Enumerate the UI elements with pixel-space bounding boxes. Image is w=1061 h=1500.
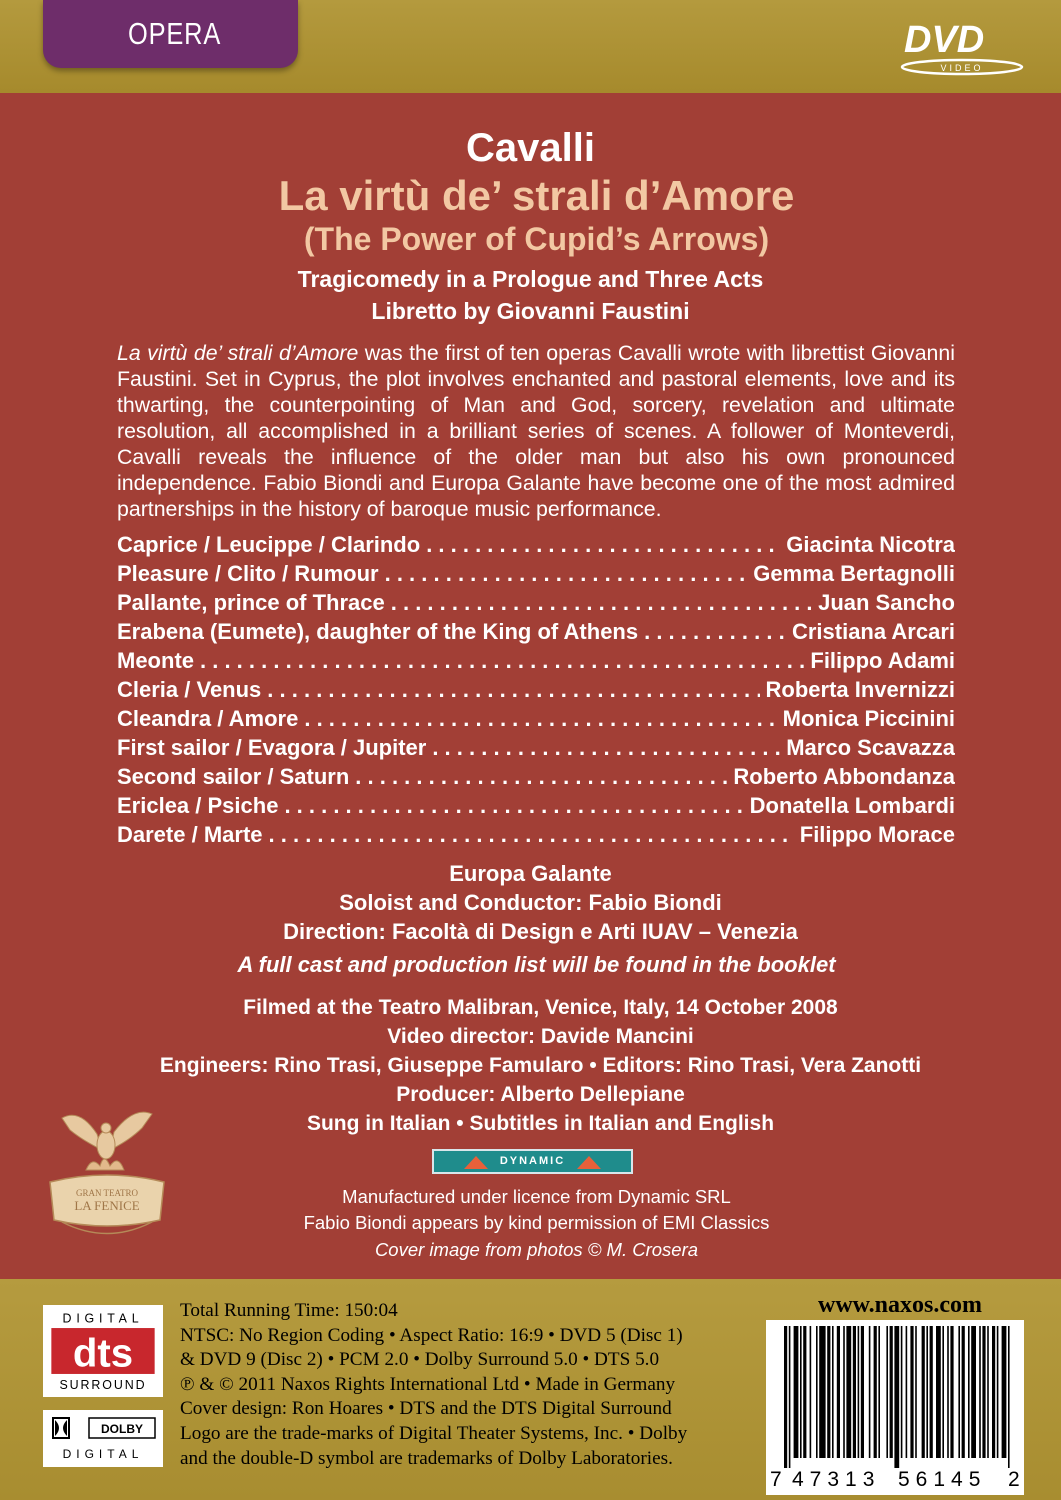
barcode-bar (890, 1326, 893, 1458)
barcode-bar (816, 1326, 818, 1458)
cast-leader-dots (385, 561, 748, 587)
barcode-bar (987, 1326, 989, 1458)
cast-singer: Roberta Invernizzi (765, 677, 955, 702)
barcode-bar (910, 1326, 913, 1458)
cast-singer: Roberto Abbondanza (733, 764, 955, 789)
cast-row (117, 706, 955, 735)
cast-role: Erabena (Eumete), daughter of the King of Athens (117, 619, 639, 644)
barcode-bar (869, 1326, 871, 1458)
barcode-digits (766, 1468, 1024, 1492)
cast-row (117, 822, 955, 851)
barcode-bar (958, 1326, 960, 1458)
cast-role: Cleandra / Amore (117, 706, 299, 731)
dts-top-text: DIGITAL (62, 1311, 144, 1326)
work-translation: (The Power of Cupid’s Arrows) (303, 221, 770, 257)
barcode-bar (832, 1326, 834, 1458)
dts-main-text: dts (72, 1330, 134, 1376)
barcode-bar (1008, 1326, 1010, 1468)
legal-line: NTSC: No Region Coding • Aspect Ratio: 16:9 • DVD 5 (Disc 1) (180, 1324, 683, 1346)
barcode-bar (906, 1326, 908, 1458)
cast-singer: Juan Sancho (818, 590, 955, 615)
barcode-bar (843, 1326, 845, 1458)
barcode-bar (874, 1326, 877, 1458)
cast-role: Meonte (117, 648, 194, 673)
svg-text:LA FENICE: LA FENICE (74, 1198, 140, 1213)
producer-line: Producer: Alberto Dellepiane (396, 1083, 685, 1106)
cast-row (117, 532, 955, 561)
barcode-bar (846, 1326, 851, 1458)
cast-row (117, 648, 955, 677)
cast-role: Caprice / Leucippe / Clarindo (117, 532, 421, 557)
cast-leader-dots (269, 822, 794, 848)
licence-line: Manufactured under licence from Dynamic SRL (342, 1186, 731, 1207)
top-band (0, 0, 1061, 93)
legal-line: and the double-D symbol are trademarks of Dolby Laboratories. (180, 1447, 673, 1469)
cast-role: Ericlea / Psiche (117, 793, 279, 818)
cast-role: Pleasure / Clito / Rumour (117, 561, 379, 586)
barcode-bar (810, 1326, 812, 1458)
barcode-bar (982, 1326, 985, 1458)
cast-leader-dots (432, 735, 780, 761)
barcode-bar (803, 1326, 806, 1458)
cast-row (117, 619, 955, 648)
barcode-bar (853, 1326, 856, 1458)
barcode-bar (936, 1326, 941, 1458)
cast-leader-dots (426, 532, 780, 558)
permission-line: Fabio Biondi appears by kind permission of EMI Classics (303, 1212, 770, 1233)
cast-singer: Marco Scavazza (786, 735, 955, 760)
website-url[interactable]: www.naxos.com (817, 1292, 982, 1318)
barcode-bar (784, 1326, 787, 1468)
conductor-line: Soloist and Conductor: Fabio Biondi (339, 890, 722, 915)
category-tab (43, 0, 298, 68)
cast-row (117, 735, 955, 764)
dynamic-label-logo (432, 1149, 633, 1174)
cast-role: First sailor / Evagora / Jupiter (117, 735, 427, 760)
cast-leader-dots (200, 648, 804, 674)
cast-row (117, 561, 955, 590)
cast-row (117, 590, 955, 619)
la-fenice-logo (42, 1100, 172, 1245)
dvd-logo-text: DVD (904, 19, 985, 61)
work-title: La virtù de’ strali d’Amore (278, 172, 795, 219)
barcode-bar (794, 1326, 799, 1458)
barcode-bar (861, 1326, 864, 1458)
ensemble-line: Europa Galante (449, 861, 612, 886)
barcode-bar (837, 1326, 840, 1458)
cover-image-line: Cover image from photos © M. Crosera (374, 1239, 699, 1260)
barcode-left-group: 47313 (792, 1468, 881, 1491)
barcode-bar (827, 1326, 830, 1458)
barcode-bar (819, 1326, 825, 1458)
synopsis-paragraph (117, 340, 955, 522)
video-director-line: Video director: Davide Mancini (387, 1025, 694, 1048)
synopsis-text: was the first of ten operas Cavalli wrote with librettist Giovanni Faustini. Set in Cyprus, the plot involves enchanted and pastoral elements, love and its thwarting, the counterpointing of Man and God, sorcery, revelation and ultimate resolution, all accomplished in a brilliant series of scenes. A follower of Monteverdi, Cavalli reveals the influence of the older man but also his own pronounced independence. Fabio Biondi and Europa Galante have become one of the most admired partnerships in the history of baroque music performance. (117, 341, 955, 521)
cast-singer: Cristiana Arcari (791, 619, 955, 644)
cast-role: Second sailor / Saturn (117, 764, 350, 789)
cast-singer: Filippo Morace (799, 822, 955, 847)
barcode-bar (901, 1326, 903, 1458)
direction-line: Direction: Facoltà di Design e Arti IUAV – Venezia (283, 919, 798, 944)
barcode-lead-digit: 7 (770, 1468, 782, 1491)
barcode-bar (800, 1326, 802, 1458)
barcode-bar (971, 1326, 976, 1458)
dts-bottom-text: SURROUND (59, 1378, 147, 1393)
cast-role: Darete / Marte (117, 822, 263, 847)
barcode-bar (930, 1326, 933, 1458)
barcode-bar (979, 1326, 981, 1458)
cast-leader-dots (304, 706, 776, 732)
filmed-line: Filmed at the Teatro Malibran, Venice, Italy, 14 October 2008 (243, 996, 838, 1019)
cast-row (117, 764, 955, 793)
dvd-logo-sub: VIDEO (940, 63, 984, 73)
cast-list (117, 532, 955, 851)
barcode-bar (858, 1326, 860, 1458)
barcode-bar (962, 1326, 965, 1458)
cast-row (117, 677, 955, 706)
dvd-video-logo (898, 18, 1028, 76)
cast-singer: Gemma Bertagnolli (753, 561, 955, 586)
barcode-bar (886, 1326, 888, 1458)
barcode-bars (766, 1320, 1024, 1470)
synopsis-italic-title: La virtù de’ strali d’Amore (117, 341, 359, 365)
cast-singer: Filippo Adami (810, 648, 955, 673)
barcode-bar (915, 1326, 917, 1458)
cast-singer: Donatella Lombardi (749, 793, 955, 818)
barcode-bar (950, 1326, 953, 1458)
barcode-bar (992, 1326, 995, 1458)
genre-line: Tragicomedy in a Prologue and Three Acts (297, 266, 764, 292)
dolby-bottom-text: DIGITAL (62, 1447, 144, 1461)
cast-role: Pallante, prince of Thrace (117, 590, 385, 615)
booklet-note: A full cast and production list will be found in the booklet (237, 952, 836, 977)
barcode-bar (1002, 1326, 1007, 1458)
legal-line: Total Running Time: 150:04 (180, 1300, 398, 1321)
legal-text-block (180, 1299, 780, 1471)
barcode-bar (926, 1326, 928, 1458)
dts-digital-surround-logo (43, 1305, 163, 1397)
barcode-bar (942, 1326, 944, 1458)
cast-row (117, 793, 955, 822)
cast-singer: Giacinta Nicotra (786, 532, 955, 557)
cast-leader-dots (355, 764, 727, 790)
barcode-bar (947, 1326, 949, 1458)
dynamic-logo-text: DYNAMIC (499, 1155, 566, 1167)
barcode-bar (997, 1326, 999, 1458)
barcode-bar (878, 1326, 880, 1458)
languages-line: Sung in Italian • Subtitles in Italian and English (306, 1112, 775, 1135)
svg-text:GRAN TEATRO: GRAN TEATRO (75, 1188, 139, 1198)
legal-line: ℗ & © 2011 Naxos Rights International Ltd • Made in Germany (180, 1373, 676, 1395)
legal-line: Logo are the trade-marks of Digital Theater Systems, Inc. • Dolby (180, 1422, 688, 1444)
dolby-digital-logo (43, 1410, 163, 1467)
cast-leader-dots (391, 590, 812, 616)
engineers-line: Engineers: Rino Trasi, Giuseppe Famularo • Editors: Rino Trasi, Vera Zanotti (159, 1054, 922, 1077)
cast-singer: Monica Piccinini (782, 706, 955, 731)
cast-leader-dots (644, 619, 786, 645)
barcode-check-digit: 2 (1008, 1468, 1020, 1491)
barcode-bar (968, 1326, 970, 1458)
barcode (766, 1320, 1024, 1495)
dolby-main-text: DOLBY (101, 1422, 143, 1436)
composer-title: Cavalli (466, 126, 595, 170)
category-label: OPERA (128, 16, 222, 51)
barcode-bar (922, 1326, 925, 1458)
libretto-line: Libretto by Giovanni Faustini (371, 298, 690, 324)
barcode-bar (894, 1326, 899, 1468)
legal-line: Cover design: Ron Hoares • DTS and the DTS Digital Surround (180, 1398, 672, 1420)
legal-line: & DVD 9 (Disc 2) • PCM 2.0 • Dolby Surround 5.0 • DTS 5.0 (180, 1349, 660, 1371)
barcode-bar (789, 1326, 791, 1468)
barcode-right-group: 56145 (898, 1468, 987, 1491)
cast-role: Cleria / Venus (117, 677, 262, 702)
cast-leader-dots (267, 677, 759, 703)
cast-leader-dots (284, 793, 743, 819)
